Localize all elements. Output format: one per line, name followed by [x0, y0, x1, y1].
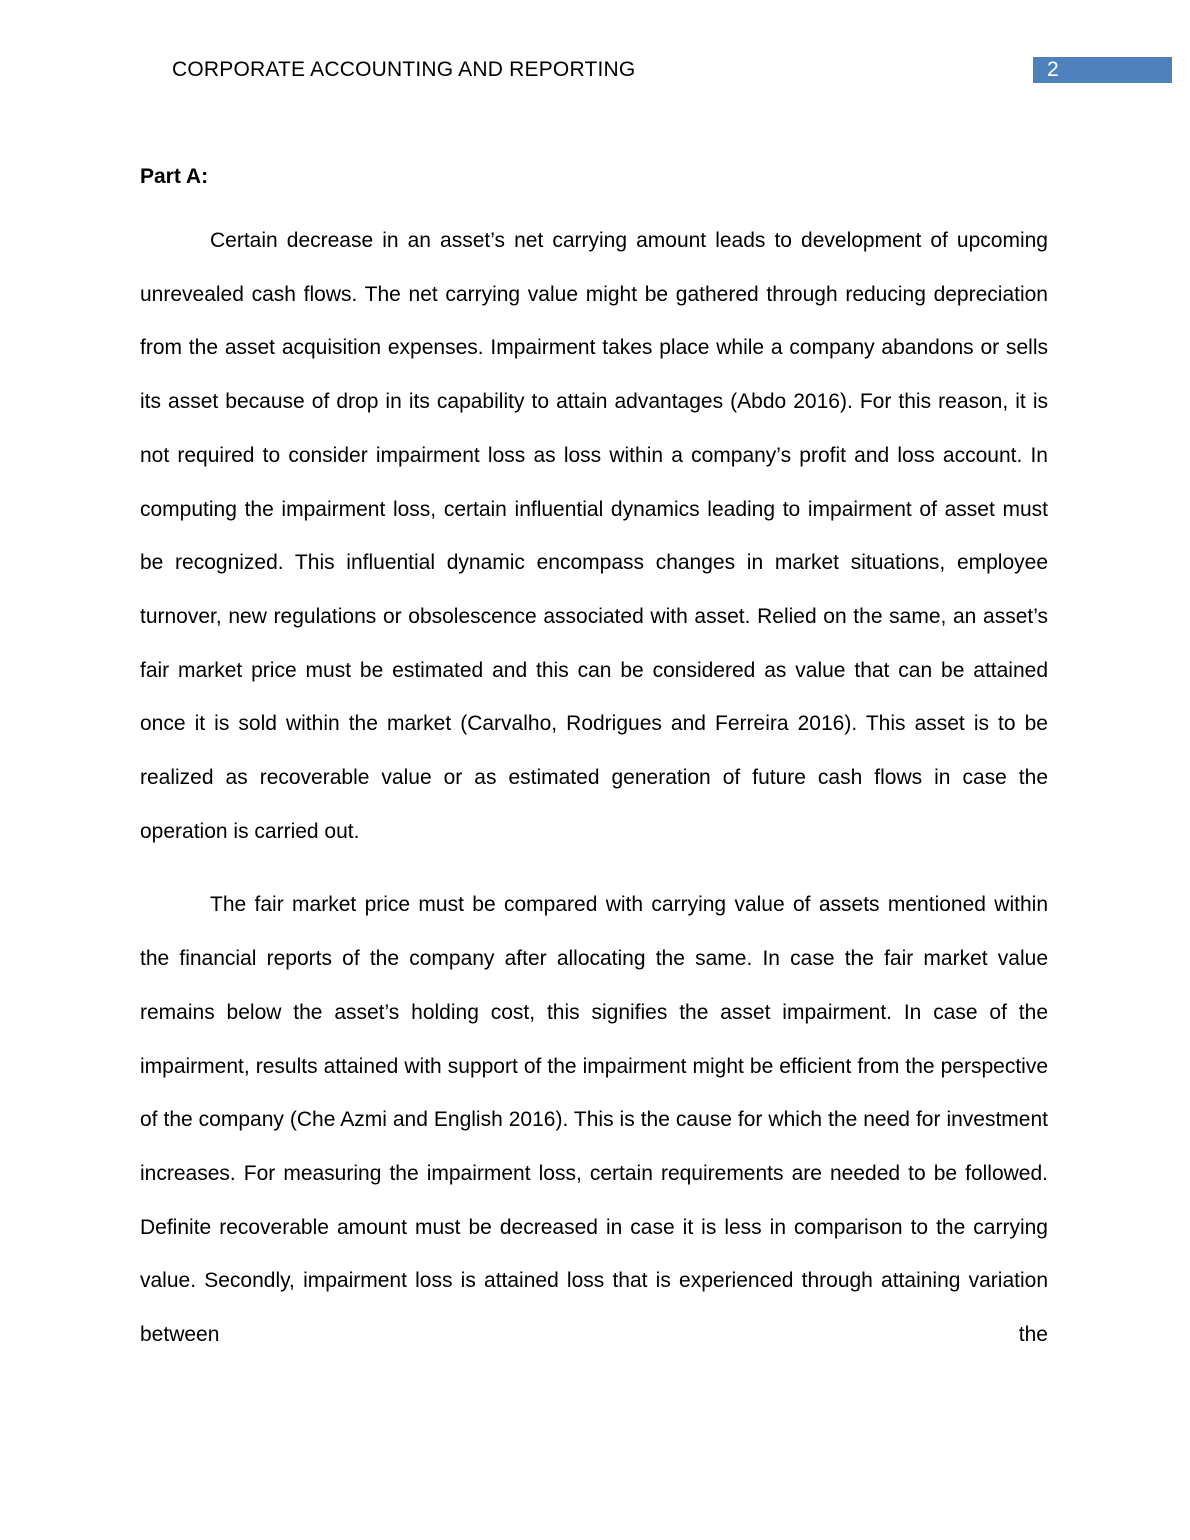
paragraph-2: The fair market price must be compared with carrying value of assets mentioned within the financial reports of the company after allocating the same. In case the fair market value remains below the asset’s holding cost, this signifies the asset impairment. In case of the impairment, results attained with support of the impairment might be efficient from the perspective of the company (Che Azmi and English 2016). This is the cause for which the need for investment increases. For measuring the impairment loss, certain requirements are needed to be followed. Definite recoverable amount must be decreased in case it is less in comparison to the carrying value. Secondly, impairment loss is attained loss that is experienced through attaining variation between the [140, 893, 1048, 1347]
page-number-box [1033, 57, 1172, 83]
paragraph-1: Certain decrease in an asset’s net carrying amount leads to development of upcoming unrevealed cash flows. The net carrying value might be gathered through reducing depreciation from the asset acquisition expenses. Impairment takes place while a company abandons or sells its asset because of drop in its capability to attain advantages (Abdo 2016). For this reason, it is not required to consider impairment loss as loss within a company’s profit and loss account. In computing the impairment loss, certain influential dynamics leading to impairment of asset must be recognized. This influential dynamic encompass changes in market situations, employee turnover, new regulations or obsolescence associated with asset. Relied on the same, an asset’s fair market price must be estimated and this can be considered as value that can be attained once it is sold within the market (Carvalho, Rodrigues and Ferreira 2016). This asset is to be realized as recoverable value or as estimated generation of future cash flows in case the operation is carried out. [140, 229, 1048, 843]
section-heading: Part A: [140, 165, 209, 188]
document-body [140, 160, 1048, 1382]
running-head: CORPORATE ACCOUNTING AND REPORTING [172, 58, 636, 81]
page-number: 2 [1047, 58, 1059, 81]
